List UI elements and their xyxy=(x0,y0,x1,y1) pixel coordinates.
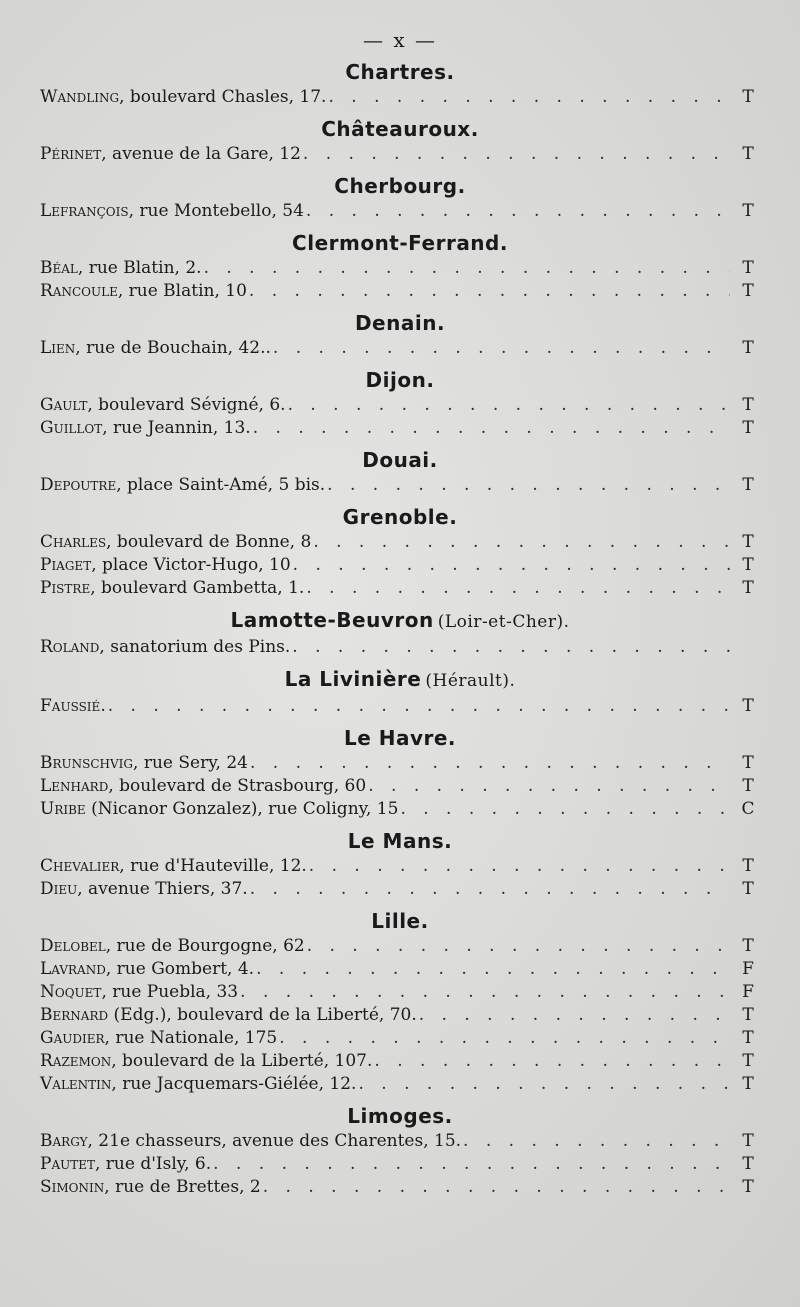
directory-entry xyxy=(40,394,760,417)
city-name: Denain. xyxy=(354,311,446,335)
entry-name: Wandling xyxy=(40,87,120,107)
city-heading xyxy=(40,231,760,255)
page-number: — x — xyxy=(363,28,437,52)
entry-text xyxy=(40,878,248,901)
dot-leader xyxy=(328,86,730,109)
entry-code: T xyxy=(742,87,754,107)
entry-text xyxy=(40,257,202,280)
directory-entry xyxy=(40,878,760,901)
city-section xyxy=(40,231,760,303)
entry-name: Guillot xyxy=(40,418,103,438)
entry-address: , rue Blatin, 2. xyxy=(77,258,202,278)
entry-address: , rue de Bouchain, 42.. xyxy=(75,338,271,358)
entry-text xyxy=(40,86,326,109)
entry-code: T xyxy=(742,418,754,438)
directory-entry xyxy=(40,143,760,166)
city-section xyxy=(40,608,760,659)
entry-name: Lenhard xyxy=(40,776,109,796)
directory-entry xyxy=(40,935,760,958)
entry-text xyxy=(40,798,398,821)
entry-name: Razemon xyxy=(40,1051,112,1071)
entry-name: Chevalier xyxy=(40,856,120,876)
city-name: Chartres. xyxy=(345,60,455,84)
dot-leader xyxy=(240,981,730,1004)
entry-text xyxy=(40,1153,211,1176)
city-section xyxy=(40,448,760,497)
dot-leader xyxy=(256,958,730,981)
city-name: Clermont-Ferrand. xyxy=(292,231,508,255)
entry-address: , rue d'Isly, 6. xyxy=(95,1154,212,1174)
city-section xyxy=(40,505,760,600)
entry-name: Périnet xyxy=(40,144,102,164)
entry-address: , rue Montebello, 54 xyxy=(128,201,304,221)
entry-name: Faussié xyxy=(40,696,101,716)
entry-name: Valentin xyxy=(40,1074,112,1094)
entry-name: Lavrand xyxy=(40,959,106,979)
directory-entry xyxy=(40,417,760,440)
entry-address: , sanatorium des Pins. xyxy=(99,637,291,657)
dot-leader xyxy=(249,280,730,303)
entry-name: Pautet xyxy=(40,1154,95,1174)
entry-code: T xyxy=(742,936,754,956)
entry-code: T xyxy=(742,1131,754,1151)
entry-code: T xyxy=(742,1177,754,1197)
entry-text xyxy=(40,143,301,166)
entry-address: , place Victor-Hugo, 10 xyxy=(91,555,291,575)
entry-text xyxy=(40,855,307,878)
entry-text xyxy=(40,417,251,440)
entry-text xyxy=(40,1176,261,1199)
dot-leader xyxy=(204,257,730,280)
entry-code: T xyxy=(742,1074,754,1094)
dot-leader xyxy=(400,798,730,821)
entry-code: T xyxy=(742,578,754,598)
dot-leader xyxy=(463,1130,730,1153)
entry-code: T xyxy=(742,475,754,495)
entry-name: Pistre xyxy=(40,578,91,598)
entry-address: , boulevard Sévigné, 6. xyxy=(87,395,286,415)
dot-leader xyxy=(288,394,730,417)
entry-address: , place Saint-Amé, 5 bis. xyxy=(116,475,326,495)
dot-leader xyxy=(292,636,730,659)
entry-text xyxy=(40,474,325,497)
directory-entry xyxy=(40,531,760,554)
entry-code: T xyxy=(742,856,754,876)
city-name: Grenoble. xyxy=(342,505,458,529)
city-heading xyxy=(40,60,760,84)
entry-name: Bernard xyxy=(40,1005,109,1025)
entry-name: Delobel xyxy=(40,936,106,956)
entry-text xyxy=(40,554,291,577)
directory-entry xyxy=(40,554,760,577)
entry-text xyxy=(40,752,248,775)
city-heading xyxy=(40,726,760,750)
directory-entry xyxy=(40,1130,760,1153)
entry-address: , rue Nationale, 175 xyxy=(104,1028,278,1048)
entry-name: Gaudier xyxy=(40,1028,105,1048)
entry-code: T xyxy=(742,281,754,301)
entry-name: Lien xyxy=(40,338,76,358)
entry-address: , rue de Brettes, 2 xyxy=(104,1177,261,1197)
directory-entry xyxy=(40,752,760,775)
directory-entry xyxy=(40,1073,760,1096)
entry-text xyxy=(40,531,311,554)
entry-address: , rue Puebla, 33 xyxy=(101,982,239,1002)
directory-listing xyxy=(40,60,760,1199)
dot-leader xyxy=(108,695,730,718)
directory-entry xyxy=(40,636,760,659)
entry-text xyxy=(40,337,271,360)
entry-name: Noquet xyxy=(40,982,102,1002)
city-region: (Loir-et-Cher). xyxy=(437,612,570,632)
city-name: Dijon. xyxy=(365,368,435,392)
city-section xyxy=(40,60,760,109)
directory-entry xyxy=(40,1050,760,1073)
entry-name: Charles xyxy=(40,532,107,552)
dot-leader xyxy=(293,554,730,577)
entry-address: , boulevard de la Liberté, 107. xyxy=(111,1051,373,1071)
entry-address: , rue Jacquemars-Giélée, 12. xyxy=(111,1074,357,1094)
dot-leader xyxy=(303,143,730,166)
city-name: Lille. xyxy=(371,909,429,933)
entry-name: Béal xyxy=(40,258,78,278)
directory-entry xyxy=(40,855,760,878)
entry-code: T xyxy=(742,1028,754,1048)
entry-name: Roland xyxy=(40,637,100,657)
dot-leader xyxy=(250,752,730,775)
entry-code: T xyxy=(742,201,754,221)
entry-text xyxy=(40,1027,277,1050)
entry-address: (Edg.), boulevard de la Liberté, 70. xyxy=(108,1005,417,1025)
dot-leader xyxy=(374,1050,730,1073)
entry-code: T xyxy=(742,1005,754,1025)
city-heading xyxy=(40,1104,760,1128)
entry-text xyxy=(40,1004,417,1027)
directory-entry xyxy=(40,474,760,497)
directory-entry xyxy=(40,798,760,821)
directory-entry xyxy=(40,577,760,600)
entry-code: T xyxy=(742,879,754,899)
entry-code: T xyxy=(742,258,754,278)
entry-name: Depoutre xyxy=(40,475,117,495)
directory-entry xyxy=(40,280,760,303)
directory-entry xyxy=(40,1176,760,1199)
directory-entry xyxy=(40,958,760,981)
city-section xyxy=(40,909,760,1096)
entry-text xyxy=(40,1050,372,1073)
entry-address: , rue Gombert, 4. xyxy=(105,959,255,979)
entry-text xyxy=(40,1130,461,1153)
entry-name: Gault xyxy=(40,395,88,415)
city-name: Douai. xyxy=(362,448,438,472)
entry-name: Dieu xyxy=(40,879,78,899)
entry-address: , rue de Bourgogne, 62 xyxy=(105,936,305,956)
city-section xyxy=(40,829,760,901)
entry-address: , boulevard Chasles, 17. xyxy=(119,87,327,107)
entry-name: Lefrançois xyxy=(40,201,129,221)
city-name: Cherbourg. xyxy=(334,174,466,198)
dot-leader xyxy=(213,1153,730,1176)
city-section xyxy=(40,667,760,718)
entry-code: T xyxy=(742,555,754,575)
city-section xyxy=(40,117,760,166)
city-section xyxy=(40,726,760,821)
dot-leader xyxy=(273,337,730,360)
city-heading xyxy=(40,667,760,693)
entry-text xyxy=(40,1073,356,1096)
entry-address: , avenue de la Gare, 12 xyxy=(101,144,301,164)
directory-entry xyxy=(40,1004,760,1027)
city-heading xyxy=(40,368,760,392)
directory-entry xyxy=(40,695,760,718)
entry-code: T xyxy=(742,395,754,415)
dot-leader xyxy=(306,577,730,600)
dot-leader xyxy=(307,935,730,958)
city-name: Châteauroux. xyxy=(321,117,479,141)
entry-text xyxy=(40,280,247,303)
dot-leader xyxy=(306,200,730,223)
entry-code: T xyxy=(742,338,754,358)
city-heading xyxy=(40,174,760,198)
entry-code: T xyxy=(742,753,754,773)
city-heading xyxy=(40,311,760,335)
entry-code: T xyxy=(742,1051,754,1071)
entry-address: (Nicanor Gonzalez), rue Coligny, 15 xyxy=(85,799,399,819)
entry-code: C xyxy=(741,799,755,819)
city-region: (Hérault). xyxy=(425,671,516,691)
directory-entry xyxy=(40,200,760,223)
city-heading xyxy=(40,505,760,529)
dot-leader xyxy=(279,1027,730,1050)
entry-address: , rue Sery, 24 xyxy=(133,753,248,773)
dot-leader xyxy=(358,1073,730,1096)
entry-text xyxy=(40,775,366,798)
city-section xyxy=(40,1104,760,1199)
directory-entry xyxy=(40,981,760,1004)
entry-address: , boulevard de Strasbourg, 60 xyxy=(108,776,367,796)
dot-leader xyxy=(368,775,730,798)
city-heading xyxy=(40,448,760,472)
dot-leader xyxy=(263,1176,730,1199)
dot-leader xyxy=(327,474,730,497)
entry-text xyxy=(40,958,254,981)
directory-entry xyxy=(40,257,760,280)
dot-leader xyxy=(313,531,730,554)
dot-leader xyxy=(419,1004,730,1027)
dot-leader xyxy=(253,417,730,440)
entry-name: Brunschvig xyxy=(40,753,134,773)
entry-name: Piaget xyxy=(40,555,92,575)
entry-code: F xyxy=(742,982,754,1002)
entry-address: . xyxy=(100,696,106,716)
entry-address: , rue d'Hauteville, 12. xyxy=(119,856,307,876)
entry-address: , boulevard Gambetta, 1. xyxy=(90,578,305,598)
directory-entry xyxy=(40,775,760,798)
city-heading xyxy=(40,608,760,634)
entry-address: , rue Jeannin, 13. xyxy=(102,418,251,438)
entry-text xyxy=(40,636,290,659)
city-heading xyxy=(40,909,760,933)
city-name: La Livinière xyxy=(284,667,422,691)
entry-text xyxy=(40,394,286,417)
entry-name: Bargy xyxy=(40,1131,88,1151)
entry-name: Uribe xyxy=(40,799,86,819)
entry-text xyxy=(40,695,106,718)
entry-address: , avenue Thiers, 37. xyxy=(77,879,248,899)
entry-address: , boulevard de Bonne, 8 xyxy=(106,532,312,552)
directory-entry xyxy=(40,337,760,360)
directory-entry xyxy=(40,86,760,109)
entry-text xyxy=(40,981,238,1004)
city-heading xyxy=(40,829,760,853)
directory-entry xyxy=(40,1153,760,1176)
entry-address: , rue Blatin, 10 xyxy=(117,281,247,301)
entry-address: , 21e chasseurs, avenue des Charentes, 15. xyxy=(87,1131,462,1151)
city-section xyxy=(40,368,760,440)
entry-text xyxy=(40,935,305,958)
entry-name: Rancoule xyxy=(40,281,118,301)
directory-entry xyxy=(40,1027,760,1050)
city-heading xyxy=(40,117,760,141)
dot-leader xyxy=(250,878,730,901)
entry-code: F xyxy=(742,959,754,979)
city-name: Lamotte-Beuvron xyxy=(230,608,434,632)
city-section xyxy=(40,311,760,360)
entry-code: T xyxy=(742,532,754,552)
entry-text xyxy=(40,577,304,600)
city-section xyxy=(40,174,760,223)
city-name: Le Havre. xyxy=(343,726,457,750)
entry-code: T xyxy=(742,776,754,796)
city-name: Limoges. xyxy=(347,1104,453,1128)
entry-code: T xyxy=(742,1154,754,1174)
entry-code: T xyxy=(742,696,754,716)
entry-text xyxy=(40,200,304,223)
dot-leader xyxy=(309,855,730,878)
city-name: Le Mans. xyxy=(347,829,453,853)
entry-code: T xyxy=(742,144,754,164)
entry-name: Simonin xyxy=(40,1177,105,1197)
